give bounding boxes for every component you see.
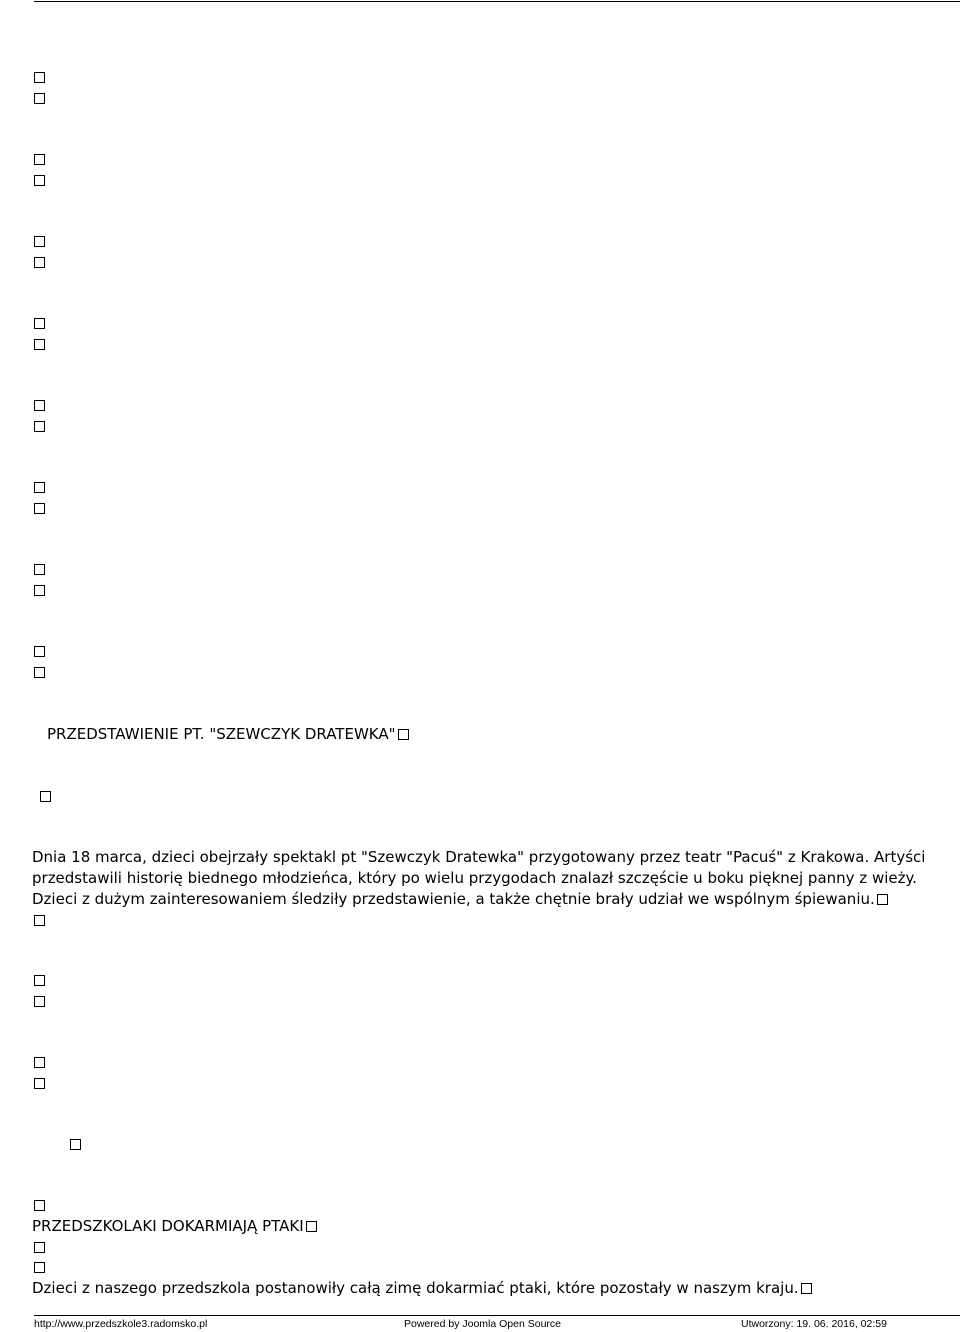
top-rule [34, 1, 960, 2]
missing-glyph-icon [34, 1057, 45, 1068]
article-1-body [32, 847, 942, 910]
missing-glyph-icon [34, 175, 45, 186]
missing-glyph-icon [34, 975, 45, 986]
missing-glyph-icon [34, 667, 45, 678]
footer-powered-by: Powered by Joomla Open Source [404, 1318, 562, 1330]
missing-glyph-icon [34, 996, 45, 1007]
missing-glyph-icon [34, 236, 45, 247]
footer-created-date: Utworzony: 19. 06. 2016, 02:59 [741, 1318, 887, 1330]
missing-glyph-icon [34, 1200, 45, 1211]
missing-glyph-icon [34, 1078, 45, 1089]
missing-glyph-icon [34, 318, 45, 329]
missing-glyph-icon [34, 646, 45, 657]
missing-glyph-icon [34, 503, 45, 514]
missing-glyph-icon [34, 72, 45, 83]
article-1-line-1: Dnia 18 marca, dzieci obejrzały spektakl pt "Szewczyk Dratewka" przygotowany przez teatr "Pacuś" z Krakowa. Artyści [32, 848, 926, 866]
missing-glyph-icon [877, 894, 888, 905]
missing-glyph-icon [801, 1283, 812, 1294]
missing-glyph-icon [34, 482, 45, 493]
section-title-1: PRZEDSTAWIENIE PT. "SZEWCZYK DRATEWKA" [47, 724, 409, 745]
missing-glyph-icon [34, 1242, 45, 1253]
missing-glyph-icon [34, 339, 45, 350]
missing-glyph-icon [34, 400, 45, 411]
missing-glyph-icon [34, 585, 45, 596]
missing-glyph-icon [398, 729, 409, 740]
article-1-line-2: przedstawili historię biednego młodzieńca, który po wielu przygodach znalazł szczęście u boku pięknej panny z wieży. [32, 869, 917, 887]
article-1-line-3: Dzieci z dużym zainteresowaniem śledziły przedstawienie, a także chętnie brały udział we wspólnym śpiewaniu. [32, 889, 942, 910]
missing-glyph-icon [34, 564, 45, 575]
missing-glyph-icon [34, 257, 45, 268]
missing-glyph-icon [70, 1139, 81, 1150]
missing-glyph-icon [40, 791, 51, 802]
missing-glyph-icon [34, 421, 45, 432]
article-2-body: Dzieci z naszego przedszkola postanowiły całą zimę dokarmiać ptaki, które pozostały w naszym kraju. [32, 1278, 812, 1299]
missing-glyph-icon [34, 915, 45, 926]
footer-url: http://www.przedszkole3.radomsko.pl [34, 1318, 208, 1330]
missing-glyph-icon [34, 93, 45, 104]
footer-rule [34, 1315, 960, 1316]
missing-glyph-icon [34, 1262, 45, 1273]
missing-glyph-icon [34, 154, 45, 165]
section-title-2: PRZEDSZKOLAKI DOKARMIAJĄ PTAKI [32, 1216, 317, 1237]
missing-glyph-icon [306, 1221, 317, 1232]
